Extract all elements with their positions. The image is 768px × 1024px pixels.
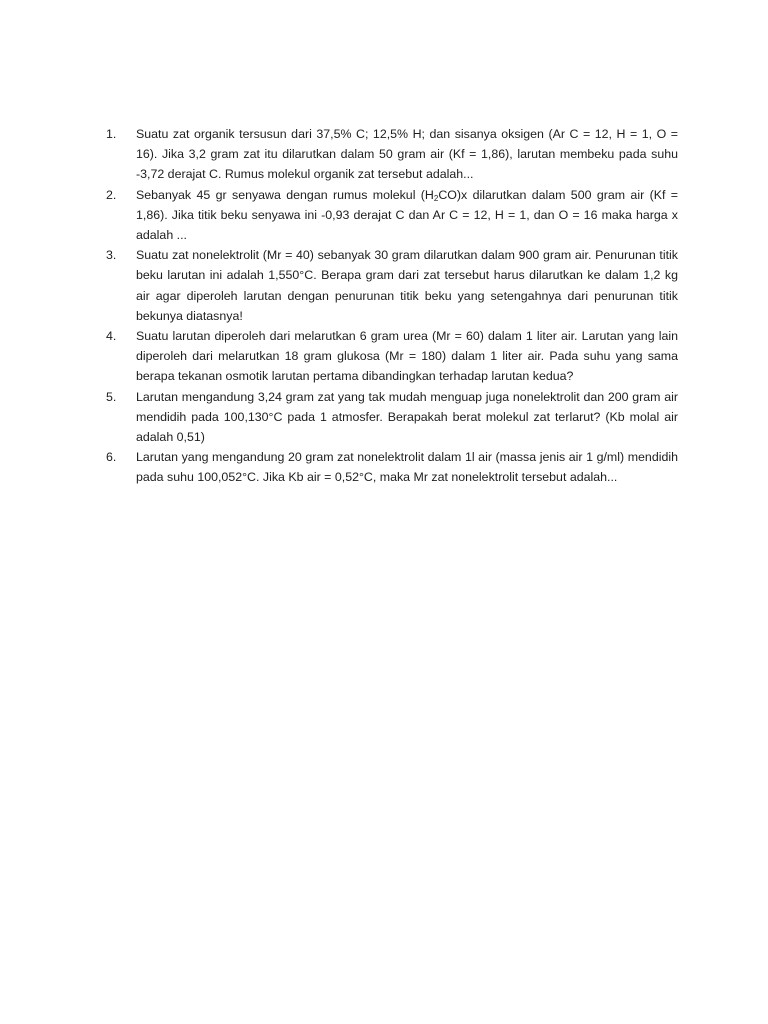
question-list bbox=[106, 124, 678, 488]
question-text-part: Sebanyak 45 gr senyawa dengan rumus molekul (H bbox=[136, 187, 434, 202]
question-item-4 bbox=[106, 326, 678, 387]
question-item-3 bbox=[106, 245, 678, 326]
question-text: Suatu zat nonelektrolit (Mr = 40) sebanyak 30 gram dilarutkan dalam 900 gram air. Penurunan titik beku larutan ini adalah 1,550°C. Berapa gram dari zat tersebut harus dilarutkan ke dalam 1,2 kg air agar diperoleh larutan dengan penurunan titik beku yang setengahnya dari penurunan titik bekunya diatasnya! bbox=[136, 248, 678, 323]
question-text: Larutan mengandung 3,24 gram zat yang tak mudah menguap juga nonelektrolit dan 200 gram air mendidih pada 100,130°C pada 1 atmosfer. Berapakah berat molekul zat terlarut? (Kb molal air adalah 0,51) bbox=[136, 389, 678, 445]
question-number: 2. bbox=[106, 187, 117, 202]
subscript: 2 bbox=[433, 193, 439, 203]
question-text-part: CO)x dilarutkan dalam 500 gram air (Kf = 1,86). Jika titik beku senyawa ini -0,93 derajat C dan Ar C = 12, H = 1, dan O = 16 maka harga x adalah ... bbox=[136, 187, 678, 243]
question-number: 1. bbox=[106, 127, 117, 141]
question-number: 3. bbox=[106, 248, 117, 263]
question-text: Suatu larutan diperoleh dari melarutkan 6 gram urea (Mr = 60) dalam 1 liter air. Larutan yang lain diperoleh dari melarutkan 18 gram glukosa (Mr = 180) dalam 1 liter air. Pada suhu yang sama berapa tekanan osmotik larutan pertama dibandingkan terhadap larutan kedua? bbox=[136, 329, 678, 384]
question-item-6 bbox=[106, 447, 678, 487]
question-text bbox=[136, 185, 678, 246]
question-item-5 bbox=[106, 387, 678, 448]
question-text: Suatu zat organik tersusun dari 37,5% C; 12,5% H; dan sisanya oksigen (Ar C = 12, H = 1, O = 16). Jika 3,2 gram zat itu dilarutkan dalam 50 gram air (Kf = 1,86), larutan membeku pada suhu -3,72 derajat C. Rumus molekul organik zat tersebut adalah... bbox=[136, 127, 678, 182]
question-number: 5. bbox=[106, 389, 117, 404]
question-text: Larutan yang mengandung 20 gram zat nonelektrolit dalam 1l air (massa jenis air 1 g/ml) mendidih pada suhu 100,052°C. Jika Kb air = 0,52°C, maka Mr zat nonelektrolit tersebut adalah... bbox=[136, 450, 678, 485]
question-item-2 bbox=[106, 185, 678, 246]
question-number: 4. bbox=[106, 329, 117, 344]
question-item-1 bbox=[106, 124, 678, 185]
question-number: 6. bbox=[106, 450, 117, 465]
